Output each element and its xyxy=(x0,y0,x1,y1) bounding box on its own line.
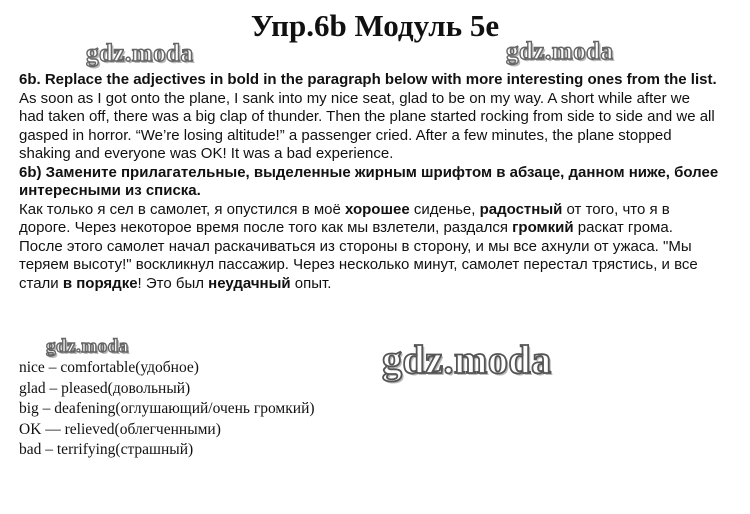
paragraph-english: As soon as I got onto the plane, I sank into my nice seat, glad to be on my way. A short while after we had taken off, there was a big clap of thunder. Then the plane started rocking from side to side and we all gasped in horror. “We’re losing altitude!” a passenger cried. After a few minutes, the plane stopped shaking and everyone was OK! It was a bad experience. xyxy=(19,89,715,162)
task-russian: 6b) Замените прилагательные, выделенные жирным шрифтом в абзаце, данном ниже, более интересными из списка. xyxy=(19,163,719,199)
answer-item: bad – terrifying(страшный) xyxy=(19,441,194,458)
bold-adjective: громкий xyxy=(512,219,574,236)
page-title: Упр.6b Модуль 5е xyxy=(250,8,500,43)
answer-list xyxy=(19,358,519,461)
watermark: gdz.moda xyxy=(86,40,194,67)
answer-item: nice – comfortable(удобное) xyxy=(19,359,199,376)
paragraph-russian xyxy=(19,201,719,294)
bold-adjective: в порядке xyxy=(62,274,138,292)
answer-item: OK — relieved(облегченными) xyxy=(19,420,221,438)
text-segment: от того, что я в дороге. Через некоторое время после того как мы взлетели, раздался xyxy=(19,200,670,236)
text-segment: ! Это был xyxy=(137,274,209,292)
text-segment: раскат грома. После этого самолет начал раскачиваться из стороны в сторону, и мы все ахнули от ужаса. "Мы теряем высоту!" воскликнул пассажир. Через несколько минут, самолет перестал трястись, и все стали xyxy=(19,219,698,292)
bold-adjective: неудачный xyxy=(208,274,291,292)
text-segment: сиденье, xyxy=(409,200,480,218)
text-segment: опыт. xyxy=(290,274,332,292)
task-english: 6b. Replace the adjectives in bold in the paragraph below with more interesting ones from the list. xyxy=(19,71,717,88)
answer-item: glad – pleased(довольный) xyxy=(19,379,191,397)
bold-adjective: хорошее xyxy=(345,200,410,218)
watermark: gdz.moda xyxy=(506,38,614,65)
bold-adjective: радостный xyxy=(479,200,563,218)
watermark: gdz.moda xyxy=(382,337,552,382)
watermark: gdz.moda xyxy=(46,336,129,357)
text-segment: Как только я сел в самолет, я опустился в моё xyxy=(19,200,346,218)
answer-item: big – deafening(оглушающий/очень громкий) xyxy=(19,400,315,417)
exercise-content xyxy=(19,71,719,293)
